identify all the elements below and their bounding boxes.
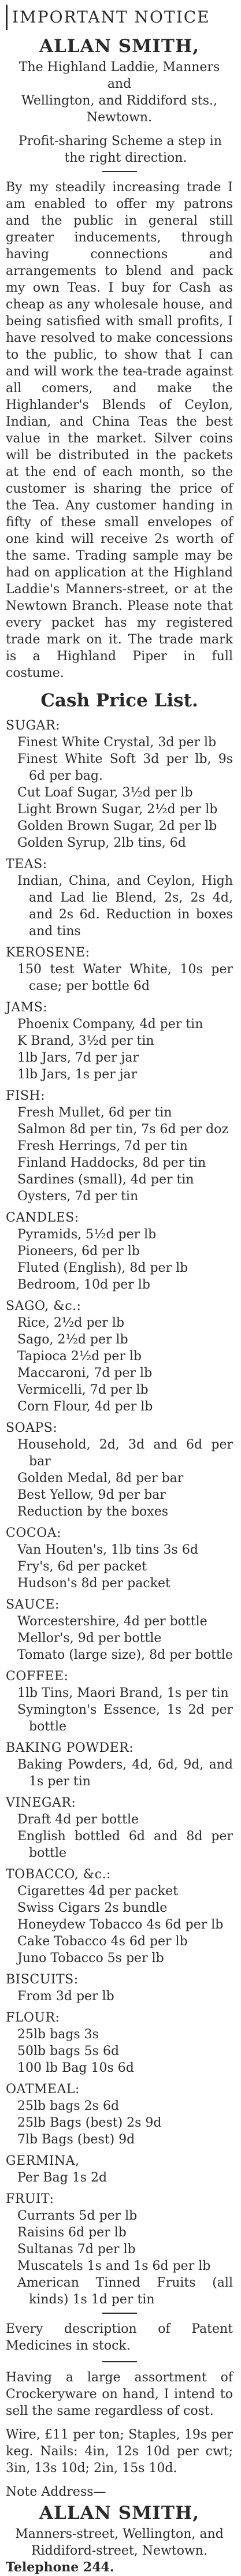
price-item: 7lb Bags (best) 9d xyxy=(17,2132,135,2147)
divider xyxy=(102,2313,137,2314)
price-item: 1lb Tins, Maori Brand, 1s per tin xyxy=(17,1686,229,1700)
price-item: Tomato (large size), 8d per bottle xyxy=(17,1648,233,1662)
merchant-address-line: Newtown. xyxy=(86,110,153,125)
category-heading: GERMINA, xyxy=(6,2154,80,2168)
price-item: Oysters, 7d per tin xyxy=(17,1189,139,1204)
price-category xyxy=(6,1420,233,1520)
category-heading: BISCUITS: xyxy=(6,1972,79,1987)
category-heading: COCOA: xyxy=(6,1526,62,1540)
price-item: Household, 2d, 3d and 6d per bar xyxy=(17,1438,233,1469)
price-item: Currants 5d per lb xyxy=(17,2209,138,2223)
category-heading: FISH: xyxy=(6,1089,46,1103)
profit-sharing-body: By my steadily increasing trade I am enabled to offer my patrons and the public in general still greater inducements, through having connections and arrangements to blend and pack my own Teas. I buy for Cash as cheap as any wholesale house, and being satisfied with small profits, I have resolved to make concessions to the public, to show that I can and will work the tea-trade against all comers, and make the Highlander's Blends of Ceylon, Indian, and China Teas the best value in the market. Silver coins will be distributed in the packets at the end of each month, so the customer is sharing the price of the Tea. Any customer handing in fifty of these small envelopes of one kind will receive 2s worth of the same. Trading sample may be had on application at the Highland Laddie's Manners-street, or at the Newtown Branch. Please note that every packet has my registered trade mark on it. The trade mark is a Highland Piper in full costume. xyxy=(6,180,233,680)
category-heading: VINEGAR: xyxy=(6,1796,76,1810)
footer-merchant-name: ALLAN SMITH, xyxy=(39,2503,200,2523)
category-heading: CANDLES: xyxy=(6,1211,79,1225)
price-item: Cigarettes 4d per packet xyxy=(17,1884,178,1899)
category-heading: FRUIT: xyxy=(6,2192,54,2206)
price-item: Per Bag 1s 2d xyxy=(17,2171,107,2185)
category-heading: SAGO, &c.: xyxy=(6,1299,81,1313)
crockery-note: Having a large assortment of Crockeryware on hand, I intend to sell the same regardless of cost. xyxy=(6,2370,233,2418)
category-heading: TEAS: xyxy=(6,857,47,872)
price-item: K Brand, 3½d per tin xyxy=(17,1034,154,1048)
price-item: Maccaroni, 7d per lb xyxy=(17,1366,153,1380)
price-item: American Tinned Fruits (all kinds) 1s 1d per tin xyxy=(17,2276,233,2307)
price-category xyxy=(6,1668,233,1735)
category-heading: SOAPS: xyxy=(6,1421,58,1435)
price-item: 1lb Jars, 7d per jar xyxy=(17,1051,139,1065)
merchant-address-line: The Highland Laddie, Manners and xyxy=(18,60,220,91)
price-category xyxy=(6,2153,233,2186)
price-item: Worcestershire, 4d per bottle xyxy=(17,1614,207,1629)
price-item: 25lb bags 2s 6d xyxy=(17,2099,120,2113)
price-category xyxy=(6,2191,233,2308)
price-item: Cake Tobacco 4s 6d per lb xyxy=(17,1934,188,1949)
price-item: Golden Brown Sugar, 2d per lb xyxy=(17,819,217,833)
price-item: Sultanas 7d per lb xyxy=(17,2242,136,2257)
category-heading: OATMEAL: xyxy=(6,2082,80,2097)
wire-nails-note: Wire, £11 per ton; Staples, 19s per keg. Nails: 4in, 12s 10d per cwt; 3in, 13s 10d; 2in, 15s 10d. xyxy=(6,2428,233,2476)
category-heading: BAKING POWDER: xyxy=(6,1741,134,1755)
price-category xyxy=(6,1740,233,1790)
price-category xyxy=(6,1795,233,1862)
price-category xyxy=(6,944,233,995)
price-item: Tapioca 2½d per lb xyxy=(17,1349,142,1364)
price-item: 50lb bags 5s 6d xyxy=(17,2044,120,2058)
category-heading: SUGAR: xyxy=(6,719,61,733)
price-item: Finest White Soft 3d per lb, 9s 6d per bag. xyxy=(17,752,233,783)
merchant-address xyxy=(6,59,233,126)
price-item: Hudson's 8d per packet xyxy=(17,1576,170,1591)
category-heading: SAUCE: xyxy=(6,1598,60,1612)
note-address-label: Note Address— xyxy=(6,2485,106,2499)
price-item: Mellor's, 9d per bottle xyxy=(17,1631,162,1646)
price-item: Finest White Crystal, 3d per lb xyxy=(17,735,217,750)
merchant-address-line: Wellington, and Riddiford sts., xyxy=(21,94,217,108)
price-item: Reduction by the boxes xyxy=(17,1505,169,1519)
price-item: Baking Powders, 4d, 6d, 9d, and 1s per tin xyxy=(17,1758,233,1789)
price-item: Vermicelli, 7d per lb xyxy=(17,1383,149,1397)
price-item: Golden Syrup, 2lb tins, 6d xyxy=(17,836,186,850)
category-heading: FLOUR: xyxy=(6,2011,60,2025)
price-category xyxy=(6,856,233,940)
price-category xyxy=(6,2009,233,2076)
price-item: 1lb Jars, 1s per jar xyxy=(17,1067,138,1082)
headline-line: the right direction. xyxy=(64,151,187,165)
price-item: Golden Medal, 8d per bar xyxy=(17,1471,184,1486)
price-item: Rice, 2½d per lb xyxy=(17,1316,125,1330)
price-category xyxy=(6,1971,233,2005)
price-category xyxy=(6,1596,233,1663)
category-heading: TOBACCO, &c.: xyxy=(6,1867,111,1882)
price-category xyxy=(6,999,233,1083)
price-category xyxy=(6,1866,233,1967)
price-item: Fry's, 6d per packet xyxy=(17,1559,147,1574)
price-item: Symington's Essence, 1s 2d per bottle xyxy=(17,1703,233,1734)
price-item: Phoenix Company, 4d per tin xyxy=(17,1017,203,1032)
price-item: Corn Flour, 4d per lb xyxy=(17,1399,153,1414)
price-list xyxy=(6,717,233,2308)
price-item: Cut Loaf Sugar, 3½d per lb xyxy=(17,786,193,800)
price-item: Fresh Herrings, 7d per tin xyxy=(17,1139,188,1153)
price-item: Swiss Cigars 2s bundle xyxy=(17,1901,168,1915)
price-item: Salmon 8d per tin, 7s 6d per doz xyxy=(17,1122,229,1137)
category-heading: KEROSENE: xyxy=(6,945,90,960)
price-list-title: Cash Price List. xyxy=(40,690,198,711)
price-item: Pioneers, 6d per lb xyxy=(17,1244,140,1259)
telephone-number: Telephone 244. xyxy=(6,2560,114,2575)
price-item: Fresh Mullet, 6d per tin xyxy=(17,1105,172,1120)
price-category xyxy=(6,2081,233,2148)
price-item: Muscatels 1s and 1s 6d per lb xyxy=(17,2259,211,2273)
price-item: Light Brown Sugar, 2½d per lb xyxy=(17,802,218,817)
headline-line: Profit-sharing Scheme a step in xyxy=(18,134,222,148)
price-item: Bedroom, 10d per lb xyxy=(17,1278,150,1292)
price-item: Pyramids, 5½d per lb xyxy=(17,1227,157,1242)
price-category xyxy=(6,717,233,851)
price-item: Honeydew Tobacco 4s 6d per lb xyxy=(17,1918,224,1932)
footer-address: Manners-street, Wellington, and Riddiford-street, Newtown. xyxy=(15,2527,224,2558)
price-item: Sardines (small), 4d per tin xyxy=(17,1172,194,1187)
price-item: 100 lb Bag 10s 6d xyxy=(17,2061,134,2075)
price-category xyxy=(6,1525,233,1592)
price-category xyxy=(6,1088,233,1205)
patent-medicine-note: Every description of Patent Medicines in stock. xyxy=(6,2322,233,2353)
divider xyxy=(102,2361,137,2362)
notice-header: IMPORTANT NOTICE xyxy=(6,5,233,30)
divider xyxy=(102,171,137,172)
price-item: 25lb Bags (best) 2s 9d xyxy=(17,2116,162,2130)
price-item: English bottled 6d and 8d per bottle xyxy=(17,1829,233,1860)
price-item: Draft 4d per bottle xyxy=(17,1812,139,1827)
price-category xyxy=(6,1209,233,1293)
price-item: Juno Tobacco 5s per lb xyxy=(17,1951,164,1965)
price-item: Van Houten's, 1lb tins 3s 6d xyxy=(17,1543,198,1557)
price-category xyxy=(6,1298,233,1415)
price-item: Raisins 6d per lb xyxy=(17,2225,127,2240)
price-item: Sago, 2½d per lb xyxy=(17,1332,128,1347)
category-heading: COFFEE: xyxy=(6,1669,69,1684)
price-item: 25lb bags 3s xyxy=(17,2027,99,2042)
price-item: From 3d per lb xyxy=(17,1989,114,2004)
price-item: Finland Haddocks, 8d per tin xyxy=(17,1156,206,1170)
price-item: 150 test Water White, 10s per case; per bottle 6d xyxy=(17,962,233,993)
price-item: Fluted (English), 8d per lb xyxy=(17,1261,188,1275)
price-item: Indian, China, and Ceylon, High and Lad lie Blend, 2s, 2s 4d, and 2s 6d. Reduction in boxes and tins xyxy=(17,874,233,939)
merchant-name: ALLAN SMITH, xyxy=(39,36,200,57)
profit-sharing-headline xyxy=(6,133,233,166)
category-heading: JAMS: xyxy=(6,1000,48,1015)
price-item: Best Yellow, 9d per bar xyxy=(17,1488,166,1502)
